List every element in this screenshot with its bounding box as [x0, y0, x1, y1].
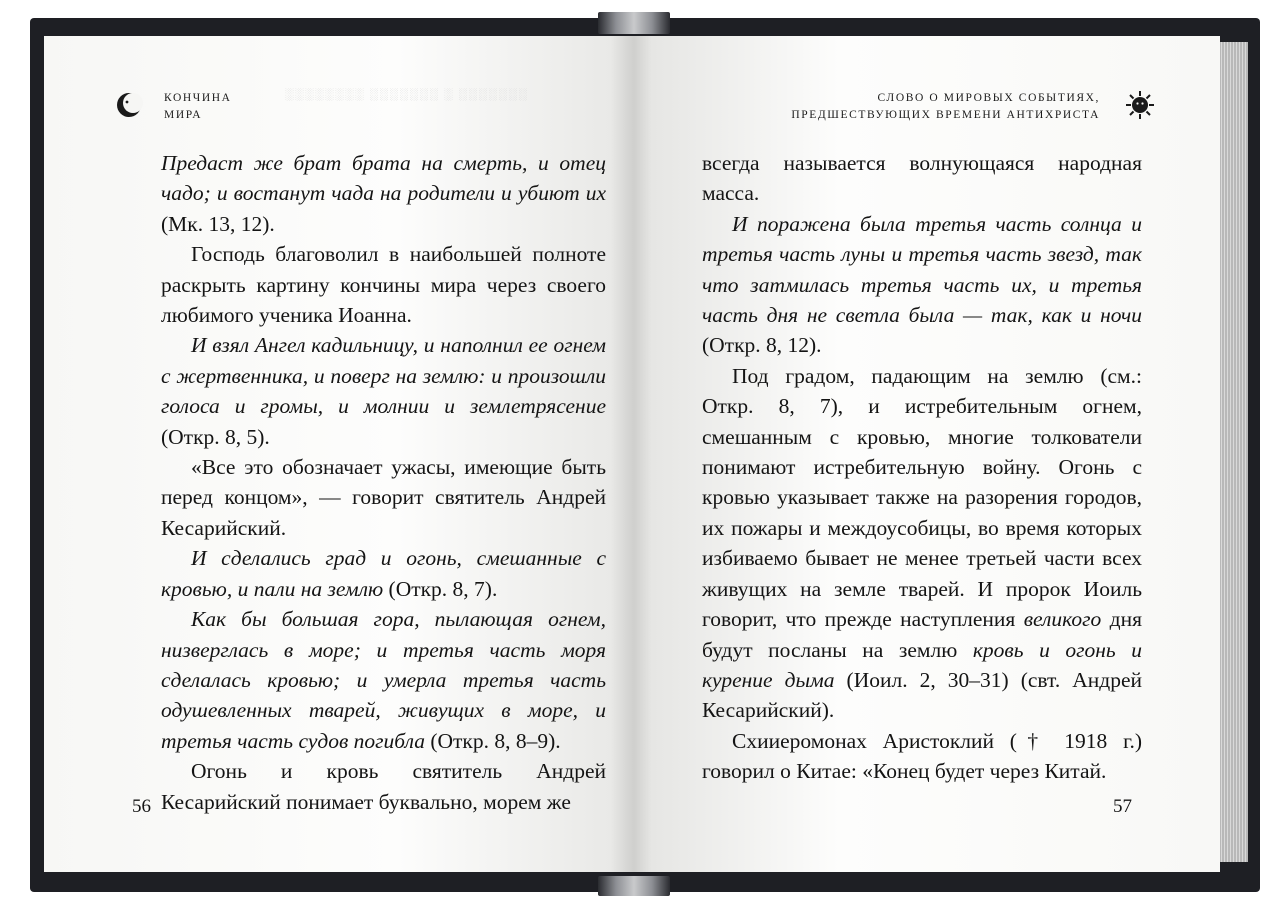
show-through: ░░░░░░░ ░ ░░░░░░░ ░░░░░░░░	[284, 87, 528, 101]
page-number-left: 56	[132, 796, 151, 817]
text-run: (Откр. 8, 5).	[161, 424, 270, 449]
sun-icon	[1125, 90, 1155, 120]
text-run: Схииеромонах Аристоклий († 1918 г.) говорил о Китае: «Конец будет через Китай.	[702, 728, 1142, 784]
left-page	[44, 36, 634, 872]
paragraph	[702, 209, 1142, 361]
paragraph	[161, 239, 606, 330]
running-head-right: СЛОВО О МИРОВЫХ СОБЫТИЯХ, ПРЕДШЕСТВУЮЩИХ ВРЕМЕНИ АНТИХРИСТА	[791, 92, 1100, 121]
text-run: (Откр. 8, 7).	[383, 576, 498, 601]
spine-headband-top	[598, 12, 670, 34]
italic-run: И сделались град и огонь, смешанные с кровью, и пали на землю	[161, 546, 606, 601]
text-run: Под градом, падающим на землю (см.: Откр. 8, 7), и истребительным огнем, смешанным с кровью, многие толкователи понимают истребительную войну. Огонь с кровью указывает также на разорения городов, их пожары и междоусобицы, во время которых избиваемо бывает не менее третьей части всех живущих на земле тварей. И пророк Иоиль говорит, что прежде наступления	[702, 363, 1142, 632]
text-run: (Иоил. 2, 30–31) (свт. Андрей Кесарийский).	[702, 667, 1142, 723]
italic-run: Предаст же брат брата на смерть, и отец чадо; и востанут чада на родители и убиют их	[161, 151, 606, 206]
text-run: всегда называется волнующаяся народная масса.	[702, 151, 1142, 206]
page-number-right: 57	[1113, 796, 1132, 817]
text-run: (Откр. 8, 12).	[702, 333, 822, 358]
page-edges	[1218, 42, 1248, 862]
paragraph	[702, 361, 1142, 726]
moon-icon	[114, 90, 144, 120]
text-run: (Мк. 13, 12).	[161, 211, 275, 236]
italic-run: великого	[1023, 607, 1102, 632]
right-page	[634, 36, 1220, 872]
paragraph	[161, 604, 606, 756]
paragraph	[702, 726, 1142, 787]
text-run: Господь благоволил в наибольшей полноте раскрыть картину кончины мира через своего любимого ученика Иоанна.	[161, 242, 606, 328]
paragraph	[161, 148, 606, 239]
paragraph	[161, 330, 606, 452]
italic-run: Как бы большая гора, пылающая огнем, низверглась в море; и третья часть моря сделалась кровью; и умерла третья часть одушевленных тварей, живущих в море, и третья часть судов погибла	[161, 607, 606, 753]
paragraph	[161, 452, 606, 543]
italic-run: И взял Ангел кадильницу, и наполнил ее огнем с жертвенника, и поверг на землю: и произошли голоса и громы, и молнии и землетрясение	[161, 333, 606, 419]
running-head-left: КОНЧИНА МИРА	[164, 92, 232, 121]
right-body-text	[702, 148, 1142, 787]
italic-run: И поражена была третья часть солнца и третья часть луны и третья часть звезд, так что затмилась третья часть их, и третья часть дня не светла была — так, как и ночи	[702, 211, 1142, 328]
paragraph	[702, 148, 1142, 209]
text-run: «Все это обозначает ужасы, имеющие быть перед концом», — говорит святитель Андрей Кесарийский.	[161, 455, 606, 540]
paragraph	[161, 543, 606, 604]
spine-headband-bottom	[598, 876, 670, 896]
text-run: Огонь и кровь святитель Андрей Кесарийский понимает буквально, морем же	[161, 759, 606, 814]
italic-run: кровь и огонь и курение дыма	[702, 637, 1143, 692]
text-run: (Откр. 8, 8–9).	[424, 728, 561, 753]
left-body-text	[161, 148, 606, 817]
text-run: дня будут посланы на землю	[702, 607, 1142, 662]
paragraph	[161, 756, 606, 817]
